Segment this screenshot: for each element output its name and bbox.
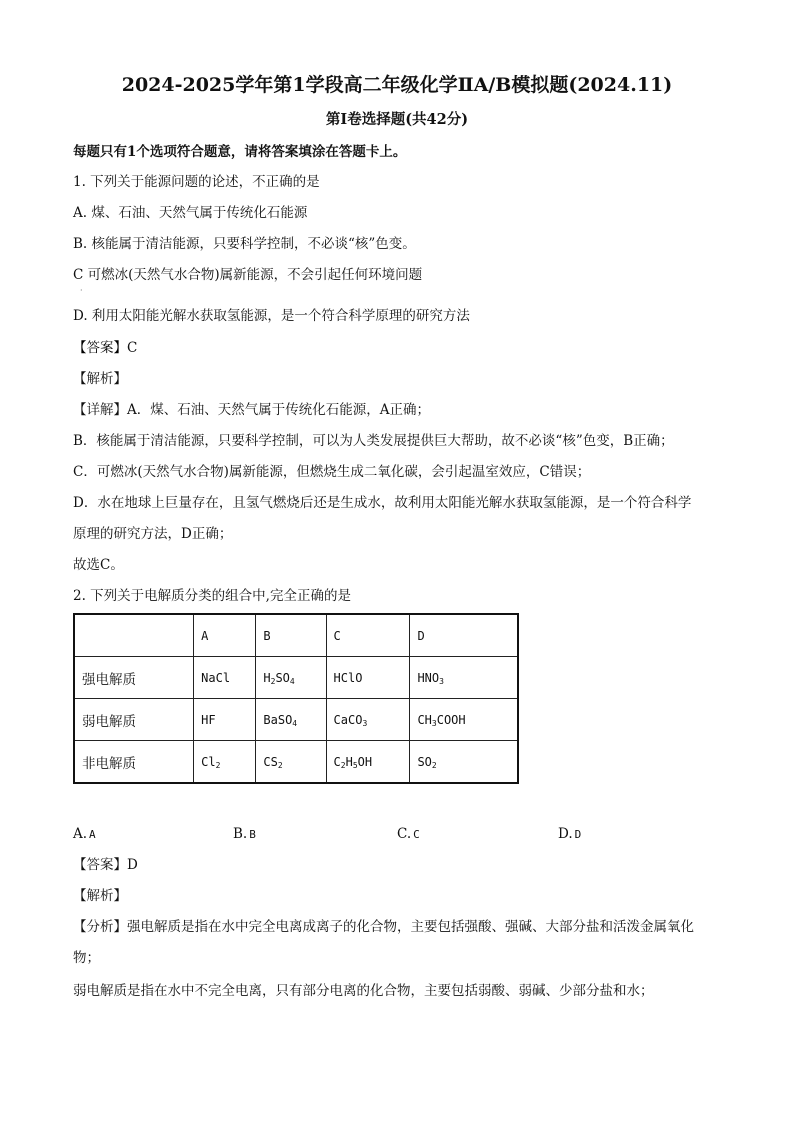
q1-option-b: B. 核能属于清洁能源，只要科学控制，不必谈“核”色变。 [73, 236, 416, 252]
table-header-row [74, 614, 518, 657]
table-cell: $CS_2$ [256, 741, 326, 784]
table-cell: $CH_3COOH$ [410, 699, 518, 741]
table-cell: NaCl [194, 657, 256, 699]
table-header-cell: A [194, 614, 256, 657]
q1-detail-line: B．核能属于清洁能源，只要科学控制，可以为人类发展提供巨大帮助，故不必谈“核”色变，B正确； [73, 433, 674, 449]
table-cell: $H_2SO_4$ [256, 657, 326, 699]
answer-label: 【答案】 [73, 857, 127, 873]
q1-detail-line: D．水在地球上巨量存在，且氢气燃烧后还是生成水，故利用太阳能光解水获取氢能源，是一个符合科学 [73, 495, 692, 511]
q2-choice-c: C. C [397, 826, 420, 842]
row-label: 非电解质 [74, 741, 194, 784]
q1-conclusion: 故选C。 [73, 557, 124, 573]
q2-stem: 2. 下列关于电解质分类的组合中,完全正确的是 [73, 588, 351, 604]
table-cell: $SO_2$ [410, 741, 518, 784]
exam-title: 2024-2025学年第1学段高二年级化学ⅡA/B模拟题(2024.11) [121, 74, 673, 96]
q1-stem: 1. 下列关于能源问题的论述，不正确的是 [73, 174, 320, 190]
table-cell: HF [194, 699, 256, 741]
q1-detail-line: C．可燃冰(天然气水合物)属新能源，但燃烧生成二氧化碳，会引起温室效应，C错误； [73, 464, 591, 480]
table-row [74, 657, 518, 699]
q2-fenxi-line: 弱电解质是指在水中不完全电离，只有部分电离的化合物，主要包括弱酸、弱碱、少部分盐和水； [73, 983, 654, 999]
q1-analysis-label: 【解析】 [73, 371, 127, 387]
table-header-cell: C [326, 614, 410, 657]
table-header-cell: D [410, 614, 518, 657]
table-cell: CaCO$_3$ [326, 699, 410, 741]
q1-option-d: D. 利用太阳能光解水获取氢能源，是一个符合科学原理的研究方法 [73, 308, 470, 324]
table-corner [74, 614, 194, 657]
answer-value: D [127, 857, 138, 873]
q1-option-a: A. 煤、石油、天然气属于传统化石能源 [73, 205, 308, 221]
detail-label: 【详解】 [73, 402, 127, 418]
q2-choice-a: A. A [73, 826, 96, 842]
table-cell: $C_2H_5OH$ [326, 741, 410, 784]
instruction: 每题只有1个选项符合题意，请将答案填涂在答题卡上。 [73, 144, 407, 160]
q1-answer [73, 339, 137, 357]
table-header-cell: B [256, 614, 326, 657]
q2-answer [73, 856, 138, 874]
q1-option-c: C 可燃冰(天然气水合物)属新能源，不会引起任何环境问题 [73, 267, 423, 283]
q1-detail-line [73, 401, 430, 419]
row-label: 弱电解质 [74, 699, 194, 741]
answer-label: 【答案】 [73, 340, 127, 356]
answer-value: C [127, 340, 138, 356]
table-cell: BaSO$_4$ [256, 699, 326, 741]
electrolyte-table [73, 613, 519, 784]
table-cell: HClO [326, 657, 410, 699]
fenxi-label: 【分析】 [73, 919, 127, 935]
table-cell: $Cl_2$ [194, 741, 256, 784]
q2-fenxi-line: 物； [73, 950, 100, 966]
table-row [74, 699, 518, 741]
fenxi-text: 强电解质是指在水中完全电离成离子的化合物，主要包括强酸、强碱、大部分盐和活泼金属氧化 [127, 919, 694, 935]
table-cell: $HNO_3$ [410, 657, 518, 699]
q2-analysis-label: 【解析】 [73, 888, 127, 904]
q2-choice-b: B. B [233, 826, 256, 842]
q1-detail-line: 原理的研究方法，D正确； [73, 526, 233, 542]
detail-text: A．煤、石油、天然气属于传统化石能源，A正确； [127, 402, 430, 418]
section-title: 第Ⅰ卷选择题(共42分) [325, 111, 469, 128]
stray-mark: · [80, 286, 83, 295]
table-row [74, 741, 518, 784]
row-label: 强电解质 [74, 657, 194, 699]
q2-fenxi-line [73, 918, 694, 936]
q2-choice-d: D. D [558, 826, 582, 842]
